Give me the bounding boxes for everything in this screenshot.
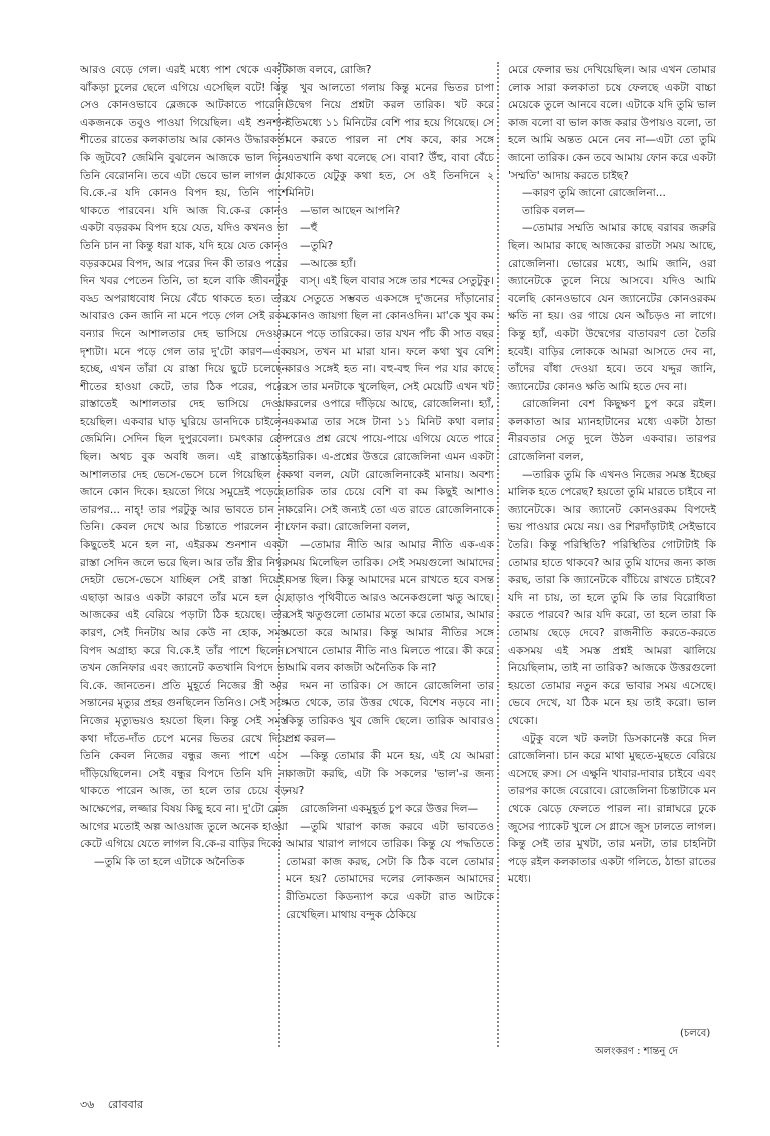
paragraph: মেরে ফেলার ভয় দেখিয়েছিল। আর এখন তোমার লোক সারা কলকাতা চষে ফেলছে একটা বাচ্চা মেয়েকে তুলে আনবে বলে। এটাকে যদি তুমি ভাল কাজ বলো বা ভাল কাজ করার উপায়ও বলো, তা হলে আমি অন্তত মেনে নেব না—এটা তো তুমি জানো তারিক। কেন তবে আমায় ফোন করে একটা 'সম্মতি' আদায় করতে চাইছ? [508, 64, 716, 182]
paragraph: এটুকু বলে খট কলটা ডিসকানেক্ট করে দিল রোজেলিনা। চান করে মাথা মুছতে-মুছতে বেরিয়ে এসেছে রুস। সে এক্ষুনি খাবার-দাবার চাইবে এবং তারপর কাজে বেরোবে। রোজেলিনা চিন্তাটাকে মন থেকে ঝেড়ে ফেলতে পারল না। রান্নাঘরে ঢুকে জুসের প্যাকেট খুলে সে গ্লাসে জুস ঢালতে লাগল। কিন্তু সেই তার মুখটা, তার মনটা, তার চাহনিটা পড়ে রইল কলকাতার একটা গলিতে, ঠান্ডা রাতের মধ্যে। [508, 732, 716, 886]
paragraph: আরও বেড়ে গেল। এরই মধ্যে পাশ থেকে একটি ঝাঁকড়া চুলের ছেলে এগিয়ে এসেছিল বটে! কিন্তু সেও কোনওভাবে ব্লেজকে আটকাতে পারেনি। একজনকে তবুও পাওয়া গিয়েছিল। এই শুনশান শীতের রাতের কলকাতায় আর কোনও উদ্ধারকর্তা কি জুটবে? জেমিনি বুঝলেন আজকে ভাল দিনে তিনি বেরোননি। তবে এটা ভেবে ভাল লাগল যে, বি.কে.-র যদি কোনও বিপদ হয়, তিনি পাশে থাকতে পারবেন। যদি আজ বি.কে-র কোনও একটা বড়রকম বিপদ হয়ে যেত, যদিও কখনও তা তিনি চান না কিন্তু ধরা যাক, যদি হয়ে যেত কোনও বড়রকমের বিপদ, আর পরের দিন কী তারও পরের দিন খবর পেতেন তিনি, তা হলে বাকি জীবনটুকু বড্ড অপরাধবোধ নিয়ে বেঁচে থাকতে হত। তার আবারও কেন জানি না মনে পড়ে গেল সেই রকম বন্যার দিনে আশালতার দেহ ভাসিয়ে দেওয়ার দৃশ্যটা। মনে পড়ে গেল তার দু'টো কারণ—এক হচ্ছে, এখন তাঁরা যে রাস্তা দিয়ে ছুটে চলেছেন শীতের হাওয়া কেটে, তার ঠিক পরের, পরের রাস্তাতেই আশালতার দেহ ভাসিয়ে দেওয়া হয়েছিল। একবার ঘাড় ঘুরিয়ে ডানদিকে চাইলেন জেমিনি। সেদিন ছিল দুপুরবেলা। চমৎকার রোদ ছিল। অথচ বুক অবধি জল। এই রাস্তাতেই আশালতার দেহ ভেসে-ভেসে চলে গিয়েছিল কে জানে কোন দিকে। হয়তো গিয়ে সমুদ্রেই পড়েছে। তারপর... নাহ্! তার পরটুকু আর ভাবতে চান না তিনি। কেবল দেখে আর চিন্তাতে পারলেন না। কিছুতেই মনে হল না, এইরকম শুনশান একটা রাস্তা সেদিন জলে ভরে ছিল। আর তাঁর স্ত্রীর নিথর দেহটা ভেসে-ভেসে যাচ্ছিল সেই রাস্তা দিয়েই। এছাড়া আরও একটা কারণে তাঁর মনে হল যে, আজকের এই বেরিয়ে পড়াটা ঠিক হয়েছে। তার কারণ, সেই দিনটায় আর কেউ না হোক, সমস্ত বিপদ অগ্রাহ্য করে বি.কে.ই তাঁর পাশে ছিলেন। তখন জেনিফার এবং জ্যানেট কতখানি বিপদে তা বি.কে. জানতেন। প্রতি মুহূর্তে নিজের স্ত্রী আর সন্তানের মৃত্যুর প্রহর গুনছিলেন তিনিও। সেই সঙ্গে নিজের মৃত্যুভয়ও হয়তো ছিল। কিন্তু সেই সমস্ত কথা দাঁতে-দাঁত চেপে মনের ভিতর রেখে দিয়ে তিনি কেবল নিজের বন্ধুর জন্য পাশে এসে দাঁড়িয়েছিলেন। সেই বন্ধুর বিপদে তিনি যদি না থাকতে পারেন আজ, তা হলে তার চেয়ে বড় আক্ষেপের, লজ্জার বিষয় কিছু হবে না। দু'টো ব্লেজ আগের মতোই অল্প আওয়াজ তুলে অনেক হাওয়া কেটে এগিয়ে যেতে লাগল বি.কে-র বাড়ির দিকে। [80, 64, 288, 851]
text-column-1 [80, 62, 288, 1042]
paragraph: —কারণ তুমি জানো রোজেলিনা... [522, 187, 666, 200]
to-be-continued-note: (চলবে) [680, 1028, 711, 1039]
column-divider [497, 62, 499, 1047]
paragraph: রোজেলিনা একমুহূর্ত চুপ করে উত্তর দিল— [300, 802, 479, 815]
illustration-credit: অলংকরণ : শান্তনু দে [595, 1046, 678, 1057]
paragraph: —তোমার সম্মতি আমার কাছে বরাবর জরুরি ছিল। আমার কাছে আজকের রাতটা সময় আছে, রোজেলিনা। ভোরের মধ্যে, আমি জানি, ওরা জ্যানেটকে তুলে নিয়ে আসবে। যদিও আমি বলেছি কোনওভাবে যেন জ্যানেটের কোনওরকম ক্ষতি না হয়। ওর গায়ে যেন আঁচড়ও না লাগে। কিন্তু হ্যাঁ, একটা উদ্বেগের বাতাবরণ তো তৈরি হবেই। বাড়ির লোককে আমরা আসতে দেব না, তাঁদের বাঁধা দেওয়া হবে। তবে যদ্দুর জানি, জ্যানেটের কোনও ক্ষতি আমি হতে দেব না। [508, 222, 716, 393]
paragraph: তারিক বলল— [522, 204, 585, 217]
paragraph: —হুঁ [300, 222, 318, 235]
paragraph: —তারিক তুমি কি এখনও নিজের সমস্ত ইচ্ছের মালিক হতে পেরেছ? হয়তো তুমি মারতে চাইবে না জ্যানেটকে। আর জ্যানেট কোনওরকম বিপদেই ভয় পাওয়ার মেয়ে নয়। ওর শিরদাঁড়াটাই সেইভাবে তৈরি। কিন্তু পরিস্থিতি? পরিস্থিতির গোটাটাই কি তোমার হাতে থাকবে? আর তুমি যাদের জন্য কাজ করছ, তারা কি জ্যানেটকে বাঁচিয়ে রাখতে চাইবে? যদি না চায়, তা হলে তুমি কি তার বিরোধিতা করতে পারবে? আর যদি করো, তা হলে তারা কি তোমায় ছেড়ে দেবে? রাজনীতি করতে-করতে একসময় এই সমস্ত প্রশ্নই আমরা ঝালিয়ে নিয়েছিলাম, তাই না তারিক? আজকে উত্তরগুলো হয়তো তোমার নতুন করে ভাবার সময় এসেছে। ভেবে দেখে, যা ঠিক মনে হয় তাই করো। ভাল থেকো। [508, 468, 716, 727]
page-number: ৩৬ [80, 1098, 95, 1111]
paragraph: —তোমার নীতি আর আমার নীতি এক-এক সময় মিলেছিল তারিক। সেই সময়গুলো আমাদের বসন্ত ছিল। কিন্তু আমাদের মনে রাখতে হবে বসন্ত ছাড়াও পৃথিবীতে আরও অনেকগুলো ঋতু আছে। সেই ঋতুগুলো তোমার মতো করে তোমার, আমার মতো করে আমার। কিন্তু আমার নীতির সঙ্গে সেখানে তোমার নীতি নাও মিলতে পারে। কী করে আমি বলব কাজটা অনৈতিক কি না? [286, 539, 494, 675]
paragraph: —কিন্তু তোমার কী মনে হয়, এই যে আমরা কাজটা করছি, এটা কি সকলের 'ভাল'-র জন্য নয়? [286, 750, 494, 798]
text-column-3 [508, 62, 716, 992]
column-divider [278, 62, 280, 1047]
paragraph: রোজেলিনা বেশ কিছুক্ষণ চুপ করে রইল। কলকাতা আর ম্যানহাটানের মধ্যে একটা ঠান্ডা নীরবতার সেতু দুলে উঠল একবার। তারপর রোজেলিনা বলল, [508, 398, 716, 464]
text-column-2 [286, 62, 494, 1032]
paragraph: —তুমি? [300, 239, 334, 252]
paragraph: ব্যস্। এই ছিল বাবার সঙ্গে তার শব্দের সেতুটুকু। যে সেতুতে সম্ভবত একসঙ্গে দু'জনের দাঁড়ানোর কোনও জায়গা ছিল না কোনওদিন। মা'কে খুব কম মনে পড়ে তারিকের। তার যখন পাঁচ কী সাত বছর বয়স, তখন মা মারা যান। ফলে কথা খুব বেশি কারও সঙ্গেই হত না। বহু-বহু দিন পর যার কাছে সে তার মনটাকে খুলেছিল, সেই মেয়েটি এখন খট করলের ওপারে দাঁড়িয়ে আছে, রোজেলিনা। হ্যাঁ, একমাত্র তার সঙ্গে টানা ১১ মিনিট কথা বলার পরেও প্রশ্ন রেখে পায়ে-পায়ে এগিয়ে যেতে পারে তারিক। এ-প্রশ্নের উত্তরে রোজেলিনা এমন একটা কথা বলল, যেটা রোজেলিনাকেই মানায়। অবশ্য তারিক তার চেয়ে বেশি বা কম কিছুই আশাও করেনি। সেই জন্যই তো এত রাতে রোজেলিনাকে ফোন করা। রোজেলিনা বলল, [286, 275, 494, 534]
page-footer [80, 1096, 153, 1115]
magazine-name: রোববার [107, 1098, 144, 1111]
paragraph: খুব আলতো গলায় কিন্তু মনের ভিতর চাপা উদ্বেগ নিয়ে প্রশ্নটা করল তারিক। খট করে ইতিমধ্যে ১১ মিনিটের বেশি পার হয়ে গিয়েছে। সে মনে করতে পারল না শেষ কবে, কার সঙ্গে এতখানি কথা বলেছে সে। বাবা? উঁহু, বাবা বেঁচে থাকতে যেটুকু কথা হত, সে ওই তিনদিনে ২ মিনিট। [286, 81, 494, 200]
paragraph: কাজ বলবে, রোজি? [286, 64, 372, 76]
paragraph: —ভাল আছেন আপনি? [300, 204, 401, 217]
paragraph: —তুমি খারাপ কাজ করবে এটা ভাবতেও আমার খারাপ লাগবে তারিক। কিন্তু যে পদ্ধতিতে তোমরা কাজ করছ, সেটা কি ঠিক বলে তোমার মনে হয়? তোমাদের দলের লোকজন আমাদের রীতিমতো কিডন্যাপ করে একটা রাত আটকে রেখেছিল। মাথায় বন্দুক ঠেকিয়ে [286, 820, 494, 921]
paragraph: —আজ্ঞে হ্যাঁ। [300, 257, 357, 270]
paragraph: দমন না তারিক। সে জানে রোজেলিনা তার মত থেকে, তার উত্তর থেকে, বিশেষ নড়বে না। কিন্তু তারিকও খুব জেদি ছেলে। তারিক আবারও প্রশ্ন করল— [286, 679, 494, 745]
paragraph: —তুমি কি তা হলে এটাকে অনৈতিক [94, 855, 245, 868]
